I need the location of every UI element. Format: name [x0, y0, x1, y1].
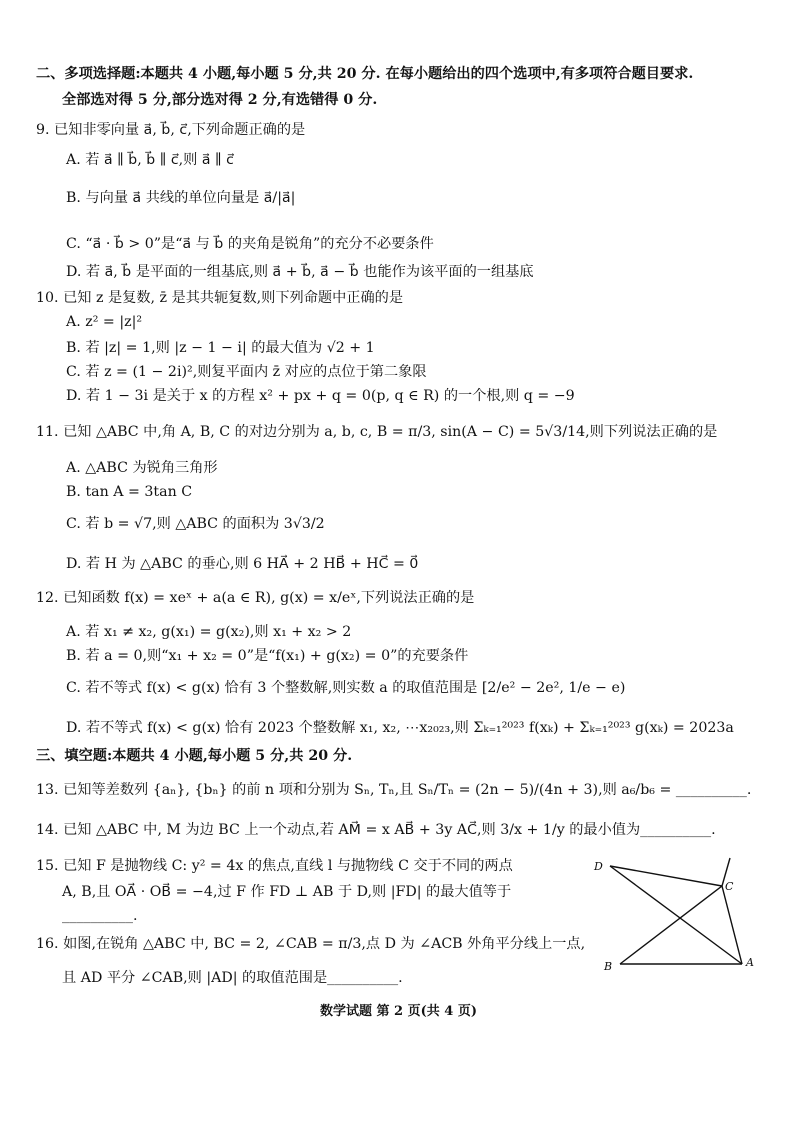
q9-option-c: C. “a⃗ · b⃗ > 0”是“a⃗ 与 b⃗ 的夹角是锐角”的充分不必要条件 — [66, 236, 434, 252]
q11-option-d: D. 若 H 为 △ABC 的垂心,则 6 HA⃗ + 2 HB⃗ + HC⃗ = 0⃗ — [66, 556, 419, 572]
q13-text: 13. 已知等差数列 {aₙ}, {bₙ} 的前 n 项和分别为 Sₙ, Tₙ,且 Sₙ/Tₙ = (2n − 5)/(4n + 3),则 a₆/b₆ = __________. — [36, 782, 752, 798]
q10-option-d: D. 若 1 − 3i 是关于 x 的方程 x² + px + q = 0(p, q ∈ R) 的一个根,则 q = −9 — [66, 388, 575, 404]
q10-option-b: B. 若 |z| = 1,则 |z − 1 − i| 的最大值为 √2 + 1 — [66, 340, 375, 356]
q12-option-b: B. 若 a = 0,则“x₁ + x₂ = 0”是“f(x₁) + g(x₂) = 0”的充要条件 — [66, 648, 469, 664]
q10-stem: 10. 已知 z 是复数, z̄ 是其共轭复数,则下列命题中正确的是 — [36, 290, 404, 306]
triangle-figure — [592, 854, 764, 976]
q10-option-c: C. 若 z = (1 − 2i)²,则复平面内 z̄ 对应的点位于第二象限 — [66, 364, 427, 380]
q11-option-c: C. 若 b = √7,则 △ABC 的面积为 3√3/2 — [66, 516, 325, 532]
q9-option-b: B. 与向量 a⃗ 共线的单位向量是 a⃗/|a⃗| — [66, 190, 296, 206]
section2-heading: 二、多项选择题:本题共 4 小题,每小题 5 分,共 20 分. 在每小题给出的四个选项中,有多项符合题目要求. — [36, 66, 694, 82]
label-c: C — [725, 880, 734, 893]
section3-heading: 三、填空题:本题共 4 小题,每小题 5 分,共 20 分. — [36, 748, 353, 764]
segment-ca — [722, 886, 742, 964]
q16-line1: 16. 如图,在锐角 △ABC 中, BC = 2, ∠CAB = π/3,点 D 为 ∠ACB 外角平分线上一点, — [36, 936, 586, 952]
label-a: A — [746, 956, 754, 969]
label-b: B — [604, 960, 613, 973]
q11-option-a: A. △ABC 为锐角三角形 — [66, 460, 218, 476]
q10-option-a: A. z² = |z|² — [66, 314, 143, 330]
q12-option-a: A. 若 x₁ ≠ x₂, g(x₁) = g(x₂),则 x₁ + x₂ > 2 — [66, 624, 352, 640]
q12-stem: 12. 已知函数 f(x) = xeˣ + a(a ∈ R), g(x) = x/eˣ,下列说法正确的是 — [36, 590, 475, 606]
q12-option-c: C. 若不等式 f(x) < g(x) 恰有 3 个整数解,则实数 a 的取值范围是 [2/e² − 2e², 1/e − e) — [66, 680, 626, 696]
q15-line2: A, B,且 OA⃗ · OB⃗ = −4,过 F 作 FD ⊥ AB 于 D,则 |FD| 的最大值等于 — [62, 884, 512, 900]
q15-line1: 15. 已知 F 是抛物线 C: y² = 4x 的焦点,直线 l 与抛物线 C 交于不同的两点 — [36, 858, 513, 874]
q9-option-d: D. 若 a⃗, b⃗ 是平面的一组基底,则 a⃗ + b⃗, a⃗ − b⃗ 也能作为该平面的一组基底 — [66, 264, 534, 280]
section2-scoring: 全部选对得 5 分,部分选对得 2 分,有选错得 0 分. — [62, 92, 378, 108]
segment-bc — [620, 886, 722, 964]
q15-line3: __________. — [62, 908, 138, 924]
segment-dc — [610, 866, 722, 886]
label-d: D — [594, 860, 603, 873]
q9-stem: 9. 已知非零向量 a⃗, b⃗, c⃗,下列命题正确的是 — [36, 122, 306, 138]
q12-option-d: D. 若不等式 f(x) < g(x) 恰有 2023 个整数解 x₁, x₂, ⋯x₂₀₂₃,则 Σₖ₌₁²⁰²³ f(xₖ) + Σₖ₌₁²⁰²³ g(xₖ) = 2023a — [66, 720, 734, 736]
q14-text: 14. 已知 △ABC 中, M 为边 BC 上一个动点,若 AM⃗ = x AB⃗ + 3y AC⃗,则 3/x + 1/y 的最小值为__________. — [36, 822, 716, 838]
segment-da — [610, 866, 742, 964]
q11-stem: 11. 已知 △ABC 中,角 A, B, C 的对边分别为 a, b, c, B = π/3, sin(A − C) = 5√3/14,则下列说法正确的是 — [36, 424, 718, 440]
page-footer: 数学试题 第 2 页(共 4 页) — [320, 1004, 478, 1019]
q11-option-b: B. tan A = 3tan C — [66, 484, 193, 500]
q9-option-a: A. 若 a⃗ ∥ b⃗, b⃗ ∥ c⃗,则 a⃗ ∥ c⃗ — [66, 152, 234, 168]
q16-line2: 且 AD 平分 ∠CAB,则 |AD| 的取值范围是__________. — [62, 970, 403, 986]
